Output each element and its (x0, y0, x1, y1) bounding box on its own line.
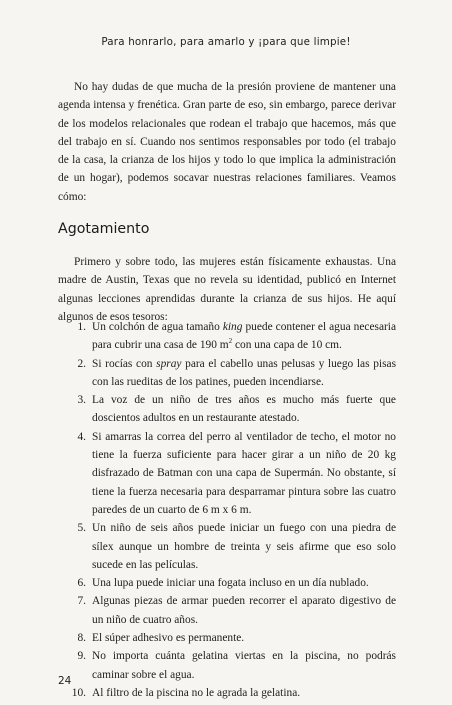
intro-paragraph: No hay dudas de que mucha de la presión proviene de mantener una agenda intensa y frenética. Gran parte de eso, sin embargo, parece derivar de los modelos relacionales que rodean el trabajo que hacemos, más que del trabajo en sí. Cuando nos sentimos responsables por todo (el trabajo de la casa, la crianza de los hijos y todo lo que implica la administración de un hogar), podemos socavar nuestras relaciones familiares. Veamos cómo: (58, 81, 396, 203)
list-item-text: Al filtro de la piscina no le agrada la gelatina. (92, 686, 301, 699)
list-item (58, 428, 396, 519)
list-item (58, 318, 396, 355)
list-item (58, 574, 396, 592)
list-item (58, 391, 396, 428)
list-item-number: 8. (77, 632, 86, 645)
list-item-number: 4. (77, 430, 86, 443)
list-item-number: 9. (77, 650, 86, 663)
list-item-text: Algunas piezas de armar pueden recorrer el aparato digestivo de un niño de cuatro años. (92, 595, 396, 626)
page-number: 24 (58, 675, 72, 687)
list-item-number: 10. (71, 686, 86, 699)
list-item (58, 519, 396, 574)
list-item-text: Una lupa puede iniciar una fogata incluso en un día nublado. (92, 577, 369, 590)
section-heading: Agotamiento (58, 221, 150, 237)
list-item-number: 6. (77, 577, 86, 590)
list-item-text: Un niño de seis años puede iniciar un fuego con una piedra de sílex aunque un hombre de treinta y seis afirme que eso solo sucede en las películas. (92, 522, 396, 571)
list-item-number: 7. (77, 595, 86, 608)
list-item-text: La voz de un niño de tres años es mucho más fuerte que doscientos adultos en un restaurante atestado. (92, 394, 396, 425)
list-item (58, 592, 396, 629)
list-item-number: 5. (77, 522, 86, 535)
list-item-number: 1. (77, 321, 86, 333)
lessons-list (58, 318, 396, 702)
list-item-text: Un colchón de agua tamaño king puede contener el agua necesaria para cubrir una casa de 190 $m^2$ con una capa de 10 cm. (92, 321, 397, 352)
section-intro-paragraph: Primero y sobre todo, las mujeres están físicamente exhaustas. Una madre de Austin, Texas que no revela su identidad, publicó en Internet algunas lecciones aprendidas durante la crianza de sus hijos. He aquí algunos de esos tesoros: (58, 256, 396, 323)
list-item (58, 629, 396, 647)
list-item-text: El súper adhesivo es permanente. (92, 632, 245, 645)
list-item (58, 684, 396, 702)
list-item (58, 647, 396, 684)
list-item (58, 355, 396, 392)
list-item-text: Si rocías con spray para el cabello unas pelusas y luego las pisas con las rueditas de los patines, pueden incendiarse. (92, 357, 396, 388)
list-item-text: Si amarras la correa del perro al ventilador de techo, el motor no tiene la fuerza suficiente para hacer girar a un niño de 20 kg disfrazado de Batman con una capa de Supermán. No obstante, sí tiene la fuerza necesaria para desparramar pintura sobre las cuatro paredes de un cuarto de 6 m x 6 m. (92, 430, 396, 516)
list-item-number: 3. (77, 394, 86, 407)
list-item-number: 2. (77, 357, 86, 370)
running-head: Para honrarlo, para amarlo y ¡para que limpie! (101, 36, 351, 48)
list-item-text: No importa cuánta gelatina viertas en la piscina, no podrás caminar sobre el agua. (92, 650, 396, 681)
